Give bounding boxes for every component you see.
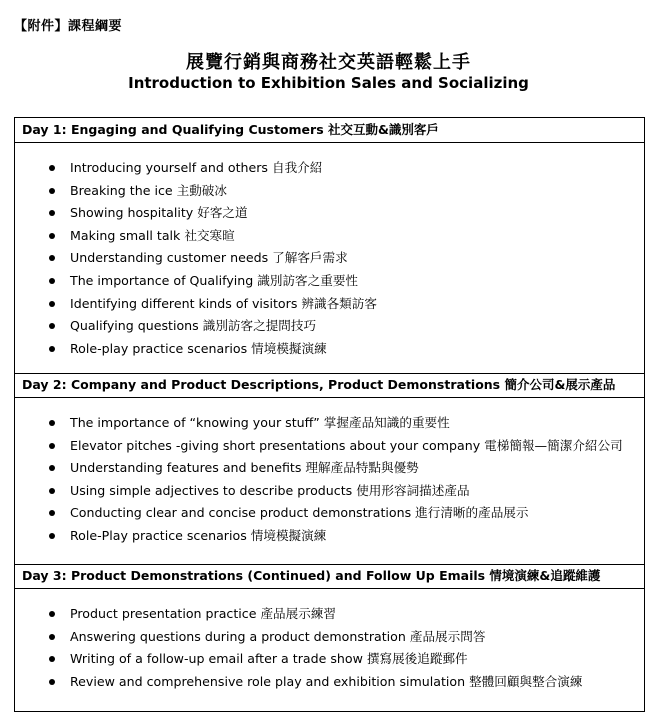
topic-text: The importance of Qualifying 識別訪客之重要性 <box>70 272 359 288</box>
list-item <box>15 648 644 671</box>
bullet-icon <box>49 679 55 685</box>
bullet-icon <box>49 255 55 261</box>
bullet-icon <box>49 210 55 216</box>
list-item <box>15 502 644 525</box>
list-item <box>15 180 644 203</box>
topic-text: Making small talk 社交寒暄 <box>70 227 235 243</box>
day-3-topic-list <box>15 589 644 693</box>
day-2-heading: Day 2: Company and Product Descriptions, Product Demonstrations 簡介公司&展示產品 <box>15 373 644 398</box>
course-title-english: Introduction to Exhibition Sales and Socializing <box>128 74 529 92</box>
topic-text: Product presentation practice 產品展示練習 <box>70 606 337 621</box>
course-title-chinese: 展覽行銷與商務社交英語輕鬆上手 <box>186 52 471 73</box>
list-item <box>15 435 644 458</box>
list-item <box>15 412 644 435</box>
topic-text: Role-play practice scenarios 情境模擬演練 <box>70 340 327 356</box>
bullet-icon <box>49 533 55 539</box>
topic-text: Review and comprehensive role play and exhibition simulation 整體回顧與整合演練 <box>70 673 583 689</box>
day-3-heading: Day 3: Product Demonstrations (Continued) and Follow Up Emails 情境演練&追蹤維護 <box>15 564 644 589</box>
list-item <box>15 270 644 293</box>
topic-text: Breaking the ice 主動破冰 <box>70 182 227 198</box>
list-item <box>15 525 644 548</box>
bullet-icon <box>49 465 55 471</box>
topic-text: Conducting clear and concise product demonstrations 進行清晰的產品展示 <box>70 505 529 521</box>
topic-text: Understanding customer needs 了解客戶需求 <box>70 250 348 266</box>
day-1-heading: Day 1: Engaging and Qualifying Customers 社交互動&識別客戶 <box>15 118 644 143</box>
attachment-label: 【附件】課程綱要 <box>14 19 123 34</box>
topic-text: Introducing yourself and others 自我介紹 <box>70 160 323 175</box>
topic-text: Answering questions during a product demonstration 產品展示問答 <box>70 628 486 644</box>
bullet-icon <box>49 420 55 426</box>
bullet-icon <box>49 233 55 239</box>
list-item <box>15 293 644 316</box>
list-item <box>15 157 644 180</box>
bullet-icon <box>49 634 55 640</box>
day-2-section <box>14 373 645 565</box>
list-item <box>15 480 644 503</box>
topic-text: Qualifying questions 識別訪客之提問技巧 <box>70 318 317 334</box>
day-1-section <box>14 117 645 374</box>
list-item <box>15 626 644 649</box>
day-2-topic-list <box>15 398 644 548</box>
topic-text: Identifying different kinds of visitors 辨識各類訪客 <box>70 295 377 311</box>
list-item <box>15 225 644 248</box>
bullet-icon <box>49 443 55 449</box>
topic-text: Role-Play practice scenarios 情境模擬演練 <box>70 527 327 543</box>
topic-text: Writing of a follow-up email after a trade show 撰寫展後追蹤郵件 <box>70 651 468 667</box>
topic-text: Understanding features and benefits 理解產品特點與優勢 <box>70 460 419 476</box>
bullet-icon <box>49 611 55 617</box>
bullet-icon <box>49 656 55 662</box>
day-3-section <box>14 564 645 712</box>
bullet-icon <box>49 488 55 494</box>
list-item <box>15 202 644 225</box>
bullet-icon <box>49 165 55 171</box>
topic-text: The importance of “knowing your stuff” 掌握產品知識的重要性 <box>70 415 450 430</box>
list-item <box>15 315 644 338</box>
bullet-icon <box>49 323 55 329</box>
list-item <box>15 457 644 480</box>
bullet-icon <box>49 346 55 352</box>
bullet-icon <box>49 301 55 307</box>
list-item <box>15 247 644 270</box>
list-item <box>15 671 644 694</box>
list-item <box>15 338 644 361</box>
day-1-topic-list <box>15 143 644 360</box>
topic-text: Showing hospitality 好客之道 <box>70 205 248 221</box>
topic-text: Elevator pitches -giving short presentations about your company 電梯簡報—簡潔介紹公司 <box>70 437 623 453</box>
list-item <box>15 603 644 626</box>
topic-text: Using simple adjectives to describe products 使用形容詞描述產品 <box>70 482 470 498</box>
bullet-icon <box>49 510 55 516</box>
bullet-icon <box>49 278 55 284</box>
bullet-icon <box>49 188 55 194</box>
